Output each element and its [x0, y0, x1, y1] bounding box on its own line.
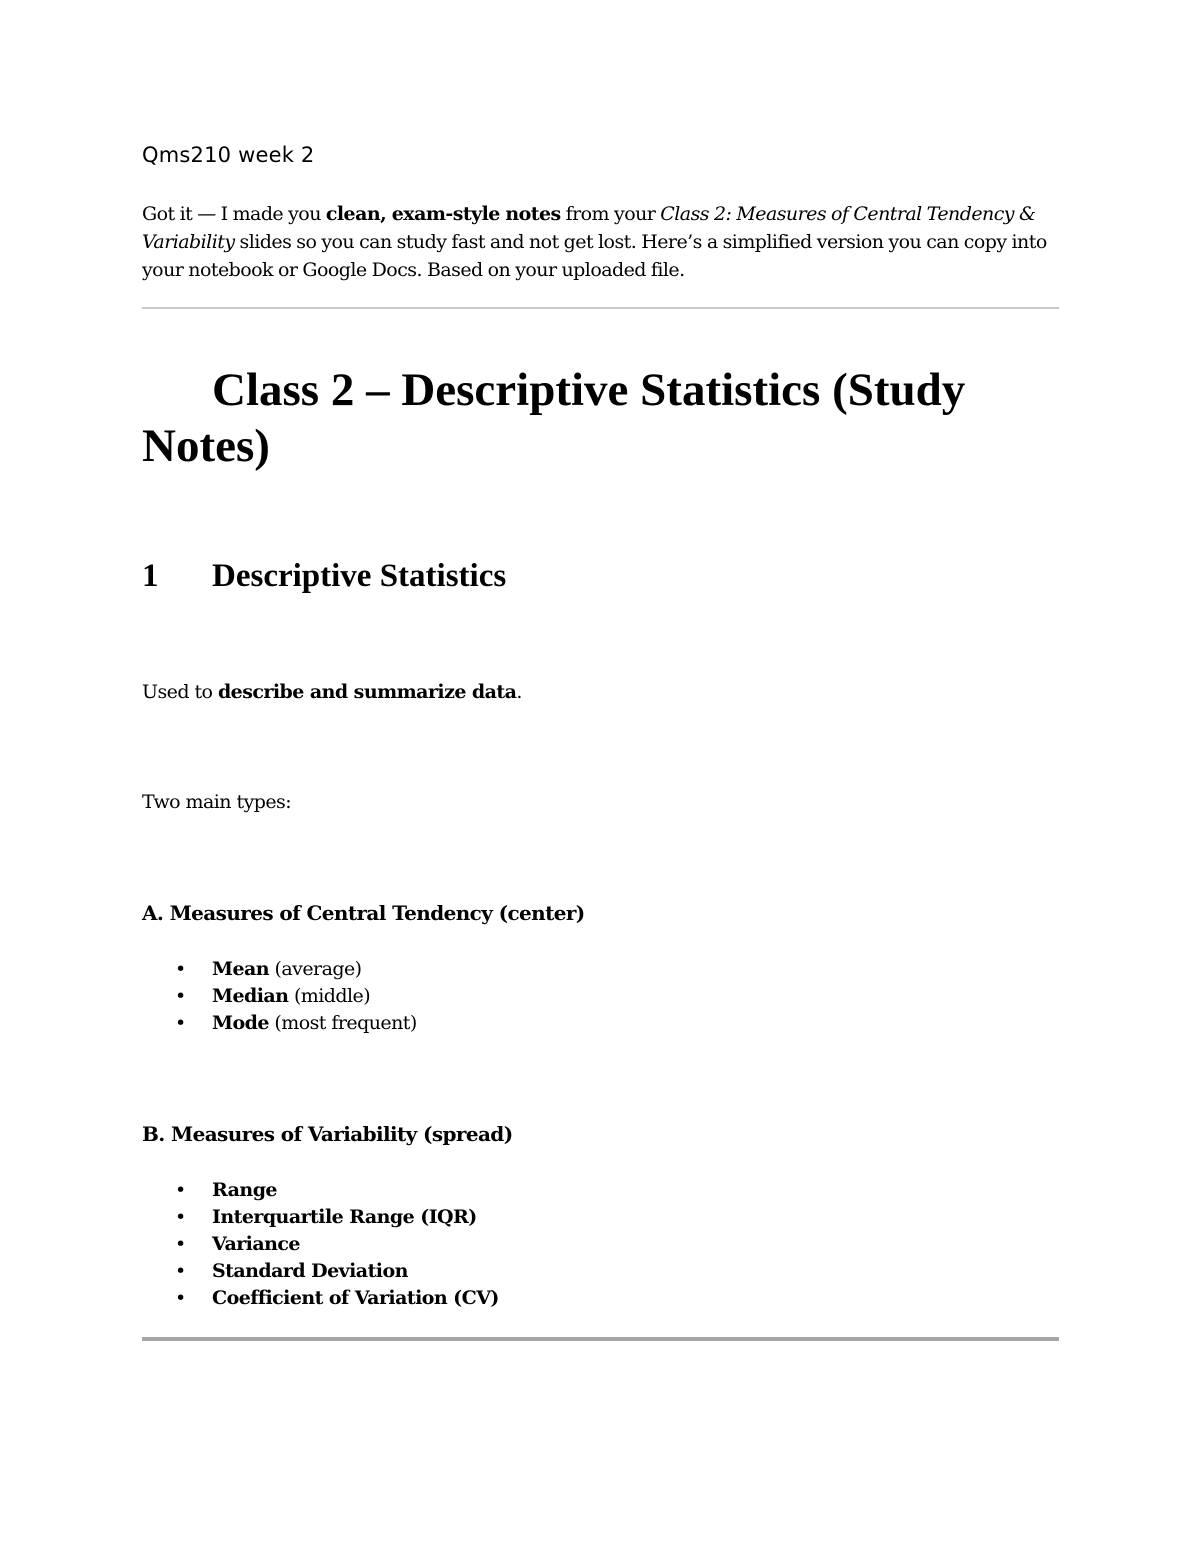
central-tendency-list	[142, 956, 417, 1037]
list-item-mode	[142, 1010, 417, 1037]
bullet-icon: •	[175, 1179, 186, 1201]
intro-paragraph	[142, 200, 1062, 284]
horizontal-divider-bottom	[142, 1337, 1059, 1341]
list-item-term: Interquartile Range (IQR)	[212, 1206, 477, 1228]
list-item-term: Mean	[212, 958, 270, 980]
list-item-term: Range	[212, 1179, 277, 1201]
section-heading	[142, 556, 506, 596]
intro-text-3: slides so you can study fast and not get lost. Here’s a simplified version you can copy into your notebook or Google Docs. Based on your uploaded file.	[142, 231, 1047, 281]
list-item-variance	[142, 1231, 499, 1258]
used-to-bold: describe and summarize data	[217, 681, 517, 703]
bullet-icon: •	[175, 958, 186, 980]
intro-text-2: from your	[560, 203, 661, 225]
bullet-icon: •	[175, 1260, 186, 1282]
list-item-cv	[142, 1285, 499, 1312]
section-title: Descriptive Statistics	[212, 558, 507, 594]
list-item-iqr	[142, 1204, 499, 1231]
list-item-term: Variance	[212, 1233, 300, 1255]
list-item-note: (most frequent)	[268, 1012, 417, 1034]
used-to-prefix: Used to	[142, 681, 218, 703]
bullet-icon: •	[175, 1206, 186, 1228]
section-number: 1	[142, 558, 159, 594]
used-to-paragraph	[142, 679, 522, 706]
list-item-range	[142, 1177, 499, 1204]
variability-heading: B. Measures of Variability (spread)	[142, 1122, 513, 1146]
list-item-term: Standard Deviation	[212, 1260, 408, 1282]
horizontal-divider-top	[142, 307, 1059, 309]
bullet-icon: •	[175, 1012, 186, 1034]
list-item-term: Median	[212, 985, 289, 1007]
intro-text-1: Got it — I made you	[142, 203, 326, 225]
used-to-suffix: .	[516, 681, 522, 703]
intro-bold-notes: clean, exam-style notes	[325, 203, 561, 225]
list-item-note: (middle)	[288, 985, 371, 1007]
list-item-term: Mode	[212, 1012, 269, 1034]
list-item-standard-deviation	[142, 1258, 499, 1285]
main-heading	[142, 362, 1042, 474]
intro-italic-class-title: Class 2: Measures of Central Tendency & Variability	[142, 203, 1036, 253]
variability-list	[142, 1177, 499, 1312]
list-item-median	[142, 983, 417, 1010]
bullet-icon: •	[175, 985, 186, 1007]
central-tendency-heading: A. Measures of Central Tendency (center)	[142, 901, 585, 925]
bullet-icon: •	[175, 1287, 186, 1309]
bullet-icon: •	[175, 1233, 186, 1255]
document-title: Qms210 week 2	[142, 143, 315, 167]
list-item-term: Coefficient of Variation (CV)	[212, 1287, 499, 1309]
list-item-note: (average)	[269, 958, 362, 980]
list-item-mean	[142, 956, 417, 983]
two-main-types-text: Two main types:	[142, 791, 292, 813]
main-heading-text: Class 2 – Descriptive Statistics (Study Notes)	[142, 364, 966, 472]
